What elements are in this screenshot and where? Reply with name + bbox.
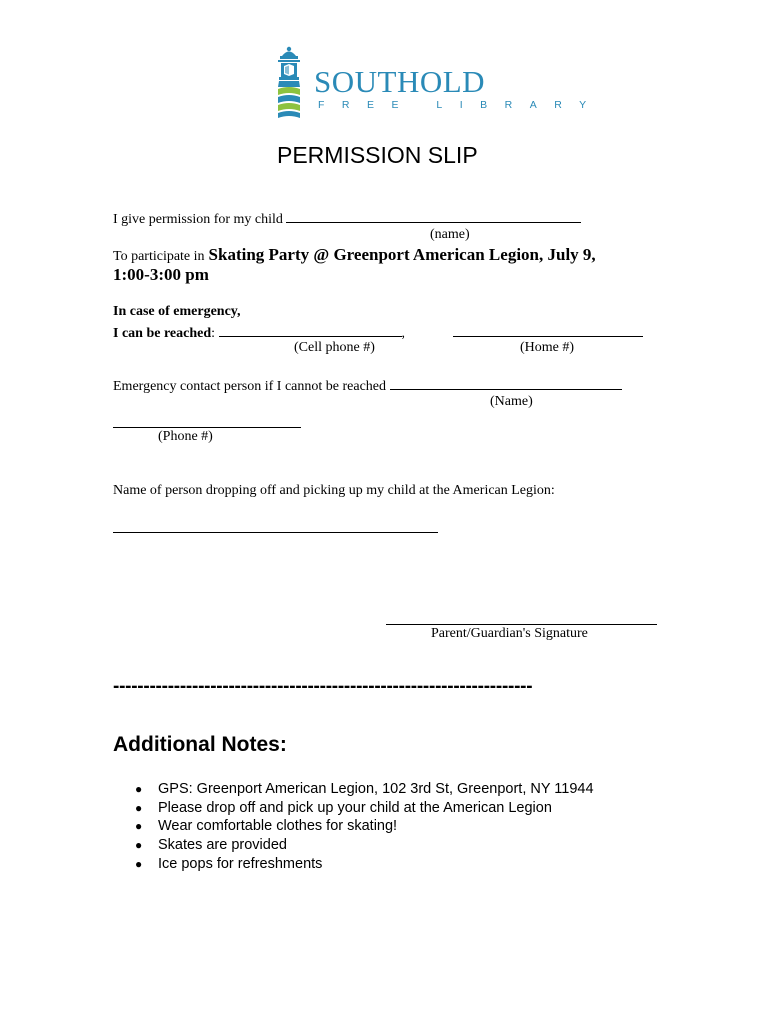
emergency-colon: : (211, 326, 216, 341)
logo-subtitle: FREE LIBRARY (318, 99, 604, 111)
dropoff-person-field[interactable] (113, 518, 438, 533)
home-phone-hint: (Home #) (520, 340, 575, 355)
note-text: Wear comfortable clothes for skating! (158, 818, 398, 835)
contact-name-hint: (Name) (490, 394, 533, 409)
page-title: PERMISSION SLIP (277, 142, 478, 168)
event-prefix: To participate in (113, 249, 205, 264)
child-name-hint: (name) (430, 227, 470, 242)
list-item (135, 799, 594, 818)
bullet-icon: ● (135, 838, 143, 853)
signature-field[interactable] (386, 610, 657, 625)
signature-hint: Parent/Guardian's Signature (431, 626, 588, 641)
event-title-line1: Skating Party @ Greenport American Legion, July 9, (208, 245, 596, 264)
list-item (135, 817, 594, 836)
logo-wordmark: SOUTHOLD (314, 64, 486, 99)
list-item (135, 780, 594, 799)
note-text: Please drop off and pick up your child at the American Legion (158, 799, 552, 816)
contact-label: Emergency contact person if I cannot be reached (113, 379, 386, 394)
list-item (135, 855, 594, 874)
bullet-icon: ● (135, 782, 143, 796)
note-text: Skates are provided (158, 837, 287, 854)
cell-phone-hint: (Cell phone #) (294, 340, 375, 355)
emergency-reach-label: I can be reached (113, 326, 212, 341)
notes-list (135, 780, 594, 874)
emergency-heading: In case of emergency, (113, 304, 241, 319)
emergency-comma: , (401, 326, 406, 341)
event-line (113, 245, 596, 265)
dropoff-label: Name of person dropping off and picking up my child at the American Legion: (113, 483, 555, 498)
child-line-label: I give permission for my child (113, 212, 283, 227)
notes-heading: Additional Notes: (113, 733, 287, 756)
child-name-field[interactable] (286, 208, 581, 223)
note-text: GPS: Greenport American Legion, 102 3rd St, Greenport, NY 11944 (158, 781, 594, 797)
emergency-reach-line (113, 322, 405, 342)
contact-name-field[interactable] (390, 375, 622, 390)
bullet-icon: ● (135, 856, 143, 871)
contact-phone-hint: (Phone #) (158, 429, 213, 444)
note-text: Ice pops for refreshments (158, 855, 323, 872)
cell-phone-field[interactable] (219, 322, 402, 337)
list-item (135, 836, 594, 855)
bullet-icon: ● (135, 800, 143, 815)
separator-line: --------------------------------------------------------------------- (113, 676, 533, 697)
event-title-line2: 1:00-3:00 pm (113, 265, 209, 284)
contact-line (113, 375, 622, 395)
child-line (113, 208, 581, 228)
home-phone-field[interactable] (453, 322, 643, 337)
contact-phone-field[interactable] (113, 413, 301, 428)
bullet-icon: ● (135, 819, 143, 834)
